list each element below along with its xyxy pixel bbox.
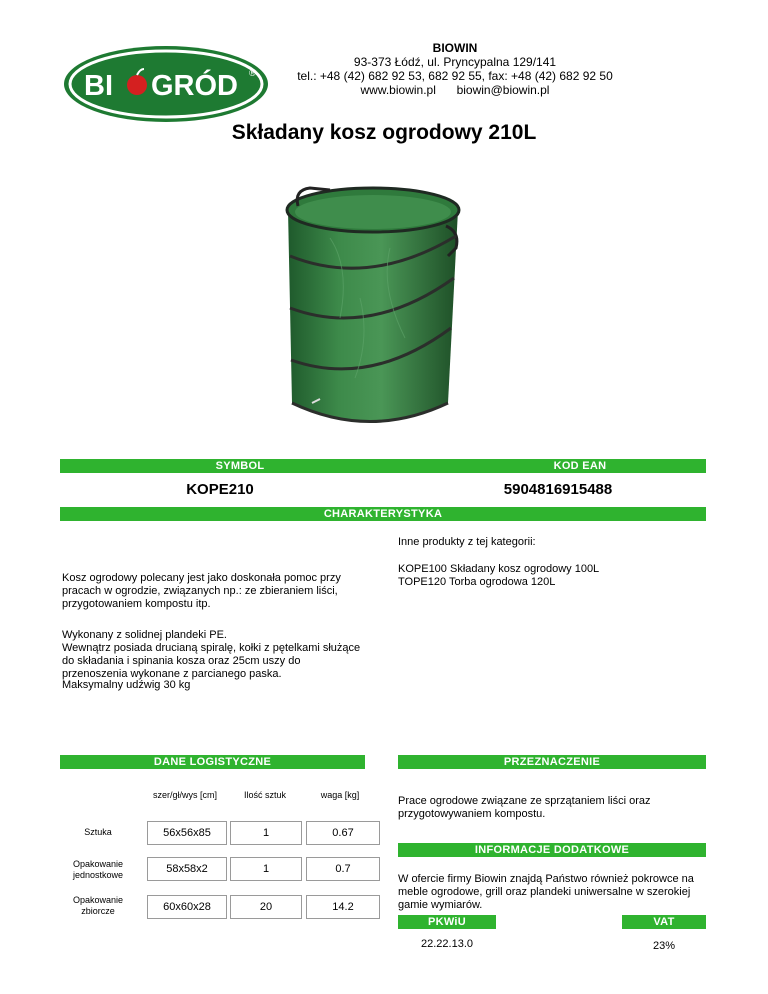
cell-qty: 20 xyxy=(230,895,302,919)
purpose-text: Prace ogrodowe związane ze sprzątaniem liści oraz przygotowywaniem kompostu. xyxy=(398,795,651,820)
cell-weight: 14.2 xyxy=(306,895,380,919)
col-header-dims: szer/gł/wys [cm] xyxy=(152,790,217,800)
ean-value: 5904816915488 xyxy=(503,481,613,498)
cell-weight: 0.67 xyxy=(306,821,380,845)
related-item[interactable]: TOPE120 Torba ogrodowa 120L xyxy=(398,576,556,588)
col-header-weight: waga [kg] xyxy=(320,790,360,800)
characteristics-para2-line2: Wewnątrz posiada drucianą spiralę, kołki z pętelkami służące do składania i spinania kosza oraz 25cm uszy do przenoszenia wykonane z parcianego paska. xyxy=(62,642,361,680)
vat-value: 23% xyxy=(652,940,676,952)
characteristics-para2-line1: Wykonany z solidnej plandeki PE. xyxy=(62,629,227,641)
svg-text:BI: BI xyxy=(84,70,113,102)
related-heading: Inne produkty z tej kategorii: xyxy=(398,536,536,548)
cell-weight: 0.7 xyxy=(306,857,380,881)
characteristics-para1: Kosz ogrodowy polecany jest jako doskonała pomoc przy pracach w ogrodzie, związanych np.: ze zbieraniem liści, przygotowaniem kompostu itp. xyxy=(62,572,341,610)
row-label: Opakowanie jednostkowe xyxy=(72,859,124,880)
svg-text:®: ® xyxy=(249,68,256,78)
biogrod-logo xyxy=(62,44,272,124)
cell-qty: 1 xyxy=(230,857,302,881)
cell-dims: 58x58x2 xyxy=(147,857,227,881)
cell-dims: 60x60x28 xyxy=(147,895,227,919)
additional-info-text: W ofercie firmy Biowin znajdą Państwo również pokrowce na meble ogrodowe, grill oraz plandeki uniwersalne w szerokiej gamie wymiarów. xyxy=(398,873,694,911)
product-image xyxy=(270,178,470,433)
characteristics-bar: CHARAKTERYSTYKA xyxy=(60,507,706,521)
cell-dims: 56x56x85 xyxy=(147,821,227,845)
additional-info-bar: INFORMACJE DODATKOWE xyxy=(398,843,706,857)
company-phones: tel.: +48 (42) 682 92 53, 682 92 55, fax: +48 (42) 682 92 50 xyxy=(297,69,613,83)
row-label: Sztuka xyxy=(84,827,112,837)
purpose-bar: PRZEZNACZENIE xyxy=(398,755,706,769)
company-address: 93-373 Łódź, ul. Pryncypalna 129/141 xyxy=(353,55,557,69)
symbol-ean-bar xyxy=(60,459,706,473)
row-label: Opakowanie zbiorcze xyxy=(72,895,124,916)
company-email[interactable]: biowin@biowin.pl xyxy=(456,83,550,97)
company-website[interactable]: www.biowin.pl xyxy=(360,83,436,97)
vat-bar: VAT xyxy=(622,915,706,929)
symbol-label: SYMBOL xyxy=(215,460,265,472)
ean-label: KOD EAN xyxy=(553,460,607,472)
pkwiu-value: 22.22.13.0 xyxy=(421,938,473,950)
characteristics-para3: Maksymalny udźwig 30 kg xyxy=(62,679,191,691)
company-name: BIOWIN xyxy=(432,41,478,55)
related-item[interactable]: KOPE100 Składany kosz ogrodowy 100L xyxy=(398,563,600,575)
product-title: Składany kosz ogrodowy 210L xyxy=(231,121,537,144)
symbol-value: KOPE210 xyxy=(186,481,254,498)
svg-text:GRÓD: GRÓD xyxy=(151,70,238,102)
col-header-qty: Ilość sztuk xyxy=(243,790,286,800)
cell-qty: 1 xyxy=(230,821,302,845)
logistics-bar: DANE LOGISTYCZNE xyxy=(60,755,365,769)
pkwiu-bar: PKWiU xyxy=(398,915,496,929)
